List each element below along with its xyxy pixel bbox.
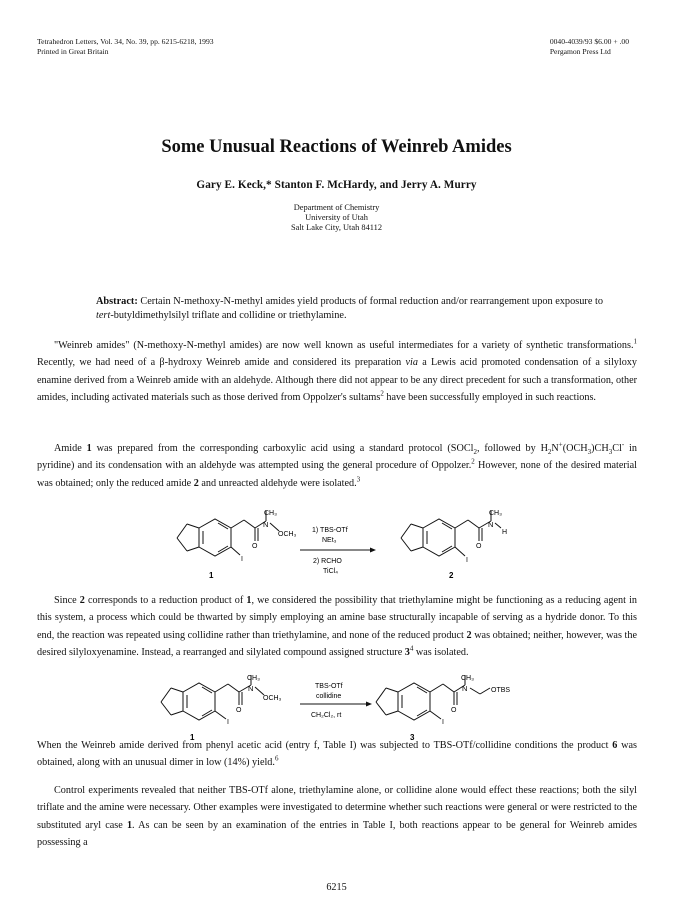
journal-citation: Tetrahedron Letters, Vol. 34, No. 39, pp. 6215-6218, 1993 [37,37,214,46]
paragraph-collidine [37,592,637,661]
paper-title: Some Unusual Reactions of Weinreb Amides [161,137,512,157]
ref-superscript: 2 [380,389,384,398]
text-run: was prepared from the corresponding carboxylic acid using a standard protocol (SOCl [91,443,474,454]
text-run: Cl [612,443,622,454]
abstract-label: Abstract: [96,296,138,307]
och3-label: OCH₃ [263,695,282,702]
carbonyl-oxygen-label: O [451,707,457,714]
hydrogen-label: H [502,529,508,536]
arrowhead-icon [366,702,372,707]
superscript: + [558,440,563,449]
text-run: have been successfully employed in such reactions. [383,391,596,403]
nitrogen-label: N [263,520,269,529]
carbonyl-oxygen-label: O [236,707,242,714]
step-2-lewis-acid: TiCl₄ [323,568,339,575]
running-header-right [550,37,629,57]
carbonyl-oxygen-label: O [252,543,258,550]
superscript: - [621,440,625,449]
paragraph-control-experiments [37,782,637,851]
text-run: in pyridine) and its condensation with an aldehyde was attempted using the general procedure of Oppolzer. [37,443,637,472]
solvent-conditions: CH₂Cl₂, rt [311,712,342,719]
iodine-label: I [466,557,468,564]
text-run: corresponds to a reduction product of [84,595,247,606]
abstract-text-b: -butyldimethylsilyl triflate and collidine or triethylamine. [110,309,347,321]
text-run: N [551,443,559,454]
text-run: However, none of the desired material was obtained; only the reduced amide [37,460,637,489]
compound-number: 2 [466,629,472,641]
compound-number: 3 [404,646,410,658]
text-run: "Weinreb amides" (N-methoxy-N-methyl amides) are now well known as useful intermediates for a variety of synthetic transformations. [54,340,634,351]
step-2-reagent: 2) RCHO [313,558,342,565]
text-run: When the Weinreb amide derived from phenyl acetic acid (entry f, Table I) was subjected to TBS-OTf/collidine conditions the product [37,740,613,751]
text-run: (OCH [562,443,588,454]
base-reagent: collidine [316,693,342,700]
structure-amide-1 [177,511,279,556]
issn-price: 0040-4039/93 $6.00 + .00 [549,37,629,46]
compound-1-label: 1 [209,571,214,580]
subscript: 3 [587,448,592,457]
text-run: Since [54,595,80,606]
text-run: was obtained, along with an unusual dimer in low (14%) yield. [37,740,637,769]
text-run: Recently, we had need of a β-hydroxy Weinreb amide and considered its preparation [37,357,406,369]
compound-number: 1 [86,443,92,454]
text-run: . As can be seen by an examination of the entries in Table I, both reactions appear to be general for Weinreb amides possessing a [37,819,637,848]
step-1-base: NEt₃ [322,537,337,544]
iodine-label: I [227,719,229,726]
structure-amide-2 [401,511,501,556]
page-number: 6215 [326,882,347,893]
structure-amide-1 [161,675,264,720]
compound-2-label: 2 [449,571,454,580]
author-list: Gary E. Keck,* Stanton F. McHardy, and Jerry A. Murry [196,179,477,191]
carbonyl-oxygen-label: O [476,543,482,550]
printed-line: Printed in Great Britain [37,47,109,56]
subscript: 2 [547,448,552,457]
ch3-label: CH₃ [264,510,277,517]
compound-number: 1 [126,819,133,831]
ref-superscript: 2 [471,457,475,466]
ref-superscript: 1 [633,337,637,346]
text-run: was isolated. [413,646,469,658]
iodine-label: I [442,719,444,726]
text-run: was obtained; neither, however, was the desired silyloxyenamine. Instead, a rearranged and silylated compound assigned structure [37,629,637,658]
ch3-label: CH₃ [247,675,260,682]
affiliation-university: University of Utah [305,213,368,222]
text-run: , we considered the possibility that triethylamine might be functioning as a reducing agent in this system, a process which could be thwarted by simply employing an amine base structurally incapable of serving as a hydride donor. To this end, the reaction was repeated using collidine rather than triethylamine, and none of the reduced product [37,595,638,641]
och3-label: OCH₃ [278,531,297,538]
paragraph-phenylacetic [37,737,637,772]
structure-silylated-3 [376,675,490,720]
compound-1-label: 1 [190,733,195,742]
ch3-label: CH₃ [461,675,474,682]
nitrogen-label: N [462,684,468,693]
arrowhead-icon [370,548,376,553]
ref-superscript: 6 [274,754,279,763]
paragraph-amide-preparation [37,440,637,492]
nitrogen-label: N [488,520,494,529]
ref-superscript: 4 [409,644,414,653]
otbs-label: OTBS [491,687,511,694]
abstract-text-a: Certain N-methoxy-N-methyl amides yield products of formal reduction and/or rearrangement upon exposure to [137,296,603,307]
silylating-reagent: TBS-OTf [315,683,343,690]
text-run: Control experiments revealed that neither TBS-OTf alone, triethylamine alone, or collidine alone would effect these reactions; both the silyl triflate and the amine were necessary. Other examples were investigated to determine whether such reactions were general or were restricted to the substituted aryl case [37,785,637,831]
italic-run: via [405,357,418,369]
affiliation-city: Salt Lake City, Utah 84112 [290,223,383,232]
compound-number: 6 [612,740,618,751]
subscript: 2 [473,448,477,457]
iodine-label: I [241,556,243,563]
compound-number: 1 [246,595,252,606]
ref-superscript: 3 [356,475,361,484]
subscript: 3 [608,448,613,457]
compound-number: 2 [79,595,85,606]
text-run: Amide [54,443,87,454]
text-run: a Lewis acid promoted condensation of a silyloxy enamine derived from a Weinreb amide with an aldehyde. Although there did not appear to be any direct precedent for such a transformation, other amides, including activated materials such as those derived from Oppolzer's sultams [37,357,637,403]
running-header-left [37,37,214,57]
text-run: )CH [591,443,609,454]
ch3-label: CH₃ [489,510,502,517]
abstract [96,295,616,322]
affiliation-department: Department of Chemistry [293,203,380,212]
publisher: Pergamon Press Ltd [549,47,611,56]
abstract-italic: tert [96,309,111,321]
text-run: and unreacted aldehyde were isolated. [198,477,357,489]
step-1-reagent: 1) TBS-OTf [312,527,348,534]
compound-3-label: 3 [410,733,415,742]
affiliation [0,203,673,233]
text-run: , followed by H [476,443,548,454]
compound-number: 2 [193,477,199,489]
paragraph-intro [37,337,637,406]
nitrogen-label: N [248,684,254,693]
